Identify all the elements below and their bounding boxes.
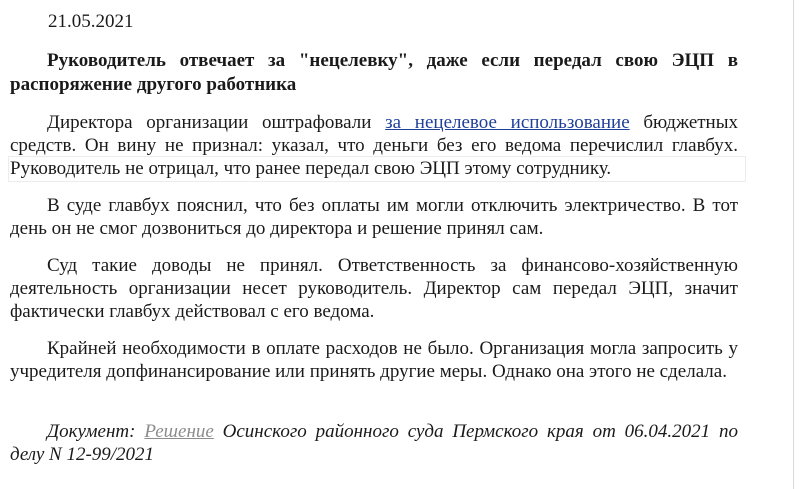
- paragraph-4: Крайней необходимости в оплате расходов не было. Организация могла запросить у учредителя допфинансирование или принять другие меры. Однако она этого не сделала.: [10, 338, 738, 382]
- paragraph-1-text: Директора организации оштрафовали: [47, 112, 386, 133]
- paragraph-1: [10, 111, 738, 180]
- headline: Руководитель отвечает за "нецелевку", даже если передал свою ЭЦП в распоряжение другого работника: [10, 50, 738, 95]
- paragraph-1-line-2: Руководитель не отрицал, что ранее передал свою ЭЦП этому сотруднику.: [10, 158, 612, 179]
- decision-link[interactable]: Решение: [144, 421, 214, 442]
- right-border: [793, 0, 794, 489]
- source-citation: [10, 420, 738, 466]
- paragraph-1-text-cont: бюджетных средств. Он вину не признал: указал, что деньги без его ведома перечислил главбух.: [10, 112, 738, 156]
- source-suffix: Осинского районного суда Пермского края от 06.04.2021 по делу N 12-99/2021: [10, 421, 738, 465]
- paragraph-3: Суд такие доводы не принял. Ответственность за финансово-хозяйственную деятельность организации несет руководитель. Директор сам передал ЭЦП, значит фактически главбух действовал с его ведома.: [10, 255, 738, 322]
- paragraph-2: В суде главбух пояснил, что без оплаты им могли отключить электричество. В тот день он не смог дозвониться до директора и решение принял сам.: [10, 195, 738, 239]
- source-prefix: Документ:: [47, 421, 145, 442]
- misuse-link[interactable]: за нецелевое использование: [385, 112, 630, 133]
- document-date: 21.05.2021: [48, 11, 134, 32]
